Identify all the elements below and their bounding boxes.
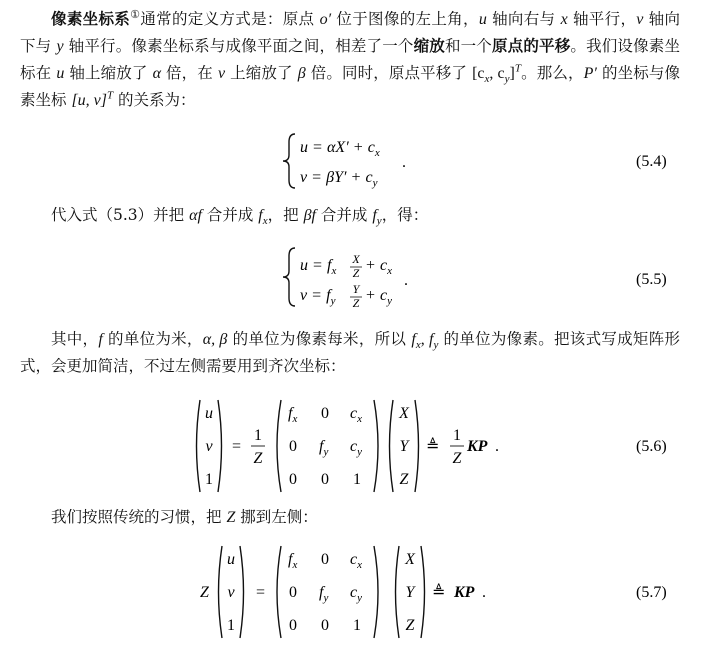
svg-text:X: X bbox=[405, 551, 415, 568]
eq55-row1-lhs: $u = f_x$ bbox=[300, 257, 337, 277]
eq55-number: (5.5) bbox=[636, 271, 667, 288]
paren-left bbox=[390, 400, 394, 492]
svg-text:+cx: + $c_x$ bbox=[366, 257, 393, 277]
svg-text:0: 0 bbox=[289, 471, 297, 488]
svg-text:0: 0 bbox=[289, 438, 297, 455]
paren-left bbox=[277, 400, 281, 492]
footnote-mark[interactable]: ① bbox=[130, 7, 141, 21]
eq54-number: (5.4) bbox=[636, 153, 667, 170]
math-uv-vector: [u, v]$^T$ bbox=[71, 89, 114, 109]
equation-5-4-graphic bbox=[0, 130, 702, 192]
paragraph-units: 其中，f 的单位为米，α, β 的单位为像素每米，所以 $f_x$, $f_y$ 的单位为像素。把该式写成矩阵形式，会更加简洁，不过左侧需要用到齐次坐标： bbox=[20, 330, 680, 375]
math-shift-vector: [$c_x$, $c_y]^T$ bbox=[472, 62, 521, 86]
svg-text:=: = bbox=[232, 438, 242, 455]
eq54-row1: $u = \alpha X' + c_x$ bbox=[300, 139, 380, 159]
svg-text:fx: $f_x$ bbox=[288, 551, 298, 571]
svg-text:+cy: + $c_y$ bbox=[366, 287, 393, 307]
svg-text:Z: Z bbox=[405, 617, 415, 634]
paren-left bbox=[396, 546, 400, 638]
svg-text:0: 0 bbox=[289, 584, 297, 601]
svg-text:fx: $f_x$ bbox=[288, 405, 298, 425]
svg-text:.: . bbox=[495, 438, 499, 455]
svg-text:=: = bbox=[256, 584, 266, 601]
math-KP: KP bbox=[467, 438, 488, 455]
svg-text:Y: Y bbox=[352, 282, 360, 296]
eq54-row2: $v = \beta Y' + c_y$ bbox=[300, 169, 378, 189]
svg-text:Y: Y bbox=[405, 584, 415, 601]
eq57-number: (5.7) bbox=[636, 584, 667, 601]
svg-text:Z: Z bbox=[352, 296, 360, 310]
svg-text:Z: Z bbox=[200, 584, 209, 601]
paren-left bbox=[197, 400, 201, 492]
svg-text:0: 0 bbox=[321, 617, 329, 634]
left-brace bbox=[283, 134, 295, 188]
svg-text:fy: $f_y$ bbox=[319, 584, 329, 604]
term-pixel-coordinate-system: 像素坐标系 bbox=[51, 10, 131, 28]
math-origin: o′ bbox=[319, 11, 332, 28]
equation-5-5-graphic bbox=[0, 244, 702, 310]
svg-text:v: v bbox=[227, 584, 235, 601]
eq55-row2-lhs: $v = f_y$ bbox=[300, 287, 336, 307]
svg-text:cx: $c_x$ bbox=[350, 551, 362, 571]
left-brace bbox=[283, 248, 295, 306]
svg-text:0: 0 bbox=[321, 405, 329, 422]
svg-text:Z: Z bbox=[253, 450, 263, 467]
svg-text:X: X bbox=[352, 252, 360, 266]
svg-text:u: u bbox=[227, 551, 235, 568]
equation-5-6-graphic bbox=[0, 396, 702, 496]
equation-5-7-graphic bbox=[0, 542, 702, 642]
svg-text:1: 1 bbox=[453, 427, 461, 444]
svg-text:0: 0 bbox=[289, 617, 297, 634]
equation-5-4 bbox=[0, 130, 702, 192]
svg-text:0: 0 bbox=[321, 551, 329, 568]
paren-right bbox=[374, 546, 378, 638]
svg-text:1: 1 bbox=[353, 617, 361, 634]
svg-text:1: 1 bbox=[205, 471, 213, 488]
svg-text:u: u bbox=[205, 405, 213, 422]
paren-left bbox=[219, 546, 223, 638]
paren-right bbox=[374, 400, 378, 492]
paragraph-move-Z: 我们按照传统的习惯，把 Z 挪到左侧： bbox=[51, 508, 318, 526]
math-P-prime: P′ bbox=[583, 65, 597, 82]
svg-text:v: v bbox=[205, 438, 213, 455]
svg-text:≜: ≜ bbox=[426, 438, 440, 455]
paragraph-pixel-coordinate-definition: 像素坐标系①通常的定义方式是：原点 o′ 位于图像的左上角，u 轴向右与 x 轴平行，v 轴向下与 y 轴平行。像素坐标系与成像平面之间，相差了一个缩放和一个原点的平移。我们设像素坐标在 u 轴上缩放了 α 倍，在 v 上缩放了 β 倍。同时，原点平移了 [$c_x$, $c_y]^T$。那么，P′ 的坐标与像素坐标 [u, v]$^T$ 的关系为： bbox=[20, 7, 680, 109]
svg-text:fy: $f_y$ bbox=[319, 438, 329, 458]
paren-right bbox=[421, 546, 425, 638]
paren-right bbox=[218, 400, 222, 492]
svg-text:.: . bbox=[402, 154, 406, 171]
paragraph-substitution: 代入式（5.3）并把 αf 合并成 $f_x$，把 βf 合并成 $f_y$，得： bbox=[51, 206, 429, 228]
svg-text:cy: $c_y$ bbox=[350, 584, 362, 604]
eq56-number: (5.6) bbox=[636, 438, 667, 455]
svg-text:0: 0 bbox=[321, 471, 329, 488]
svg-text:1: 1 bbox=[227, 617, 235, 634]
svg-text:.: . bbox=[404, 272, 408, 289]
svg-text:X: X bbox=[399, 405, 409, 422]
term-scaling: 缩放 bbox=[413, 37, 445, 55]
svg-text:Z: Z bbox=[352, 266, 360, 280]
svg-text:cx: $c_x$ bbox=[350, 405, 362, 425]
svg-text:Z: Z bbox=[452, 450, 462, 467]
equation-5-7 bbox=[0, 542, 702, 642]
paren-left bbox=[277, 546, 281, 638]
svg-text:Z: Z bbox=[399, 471, 409, 488]
term-origin-translation: 原点的平移 bbox=[492, 37, 571, 55]
svg-text:cy: $c_y$ bbox=[350, 438, 362, 458]
svg-text:1: 1 bbox=[353, 471, 361, 488]
paren-right bbox=[240, 546, 244, 638]
svg-text:Y: Y bbox=[399, 438, 409, 455]
svg-text:.: . bbox=[482, 584, 486, 601]
math-KP: KP bbox=[454, 584, 475, 601]
paren-right bbox=[415, 400, 419, 492]
equation-5-5 bbox=[0, 244, 702, 310]
equation-5-6 bbox=[0, 396, 702, 496]
svg-text:1: 1 bbox=[254, 427, 262, 444]
svg-text:≜: ≜ bbox=[432, 584, 446, 601]
